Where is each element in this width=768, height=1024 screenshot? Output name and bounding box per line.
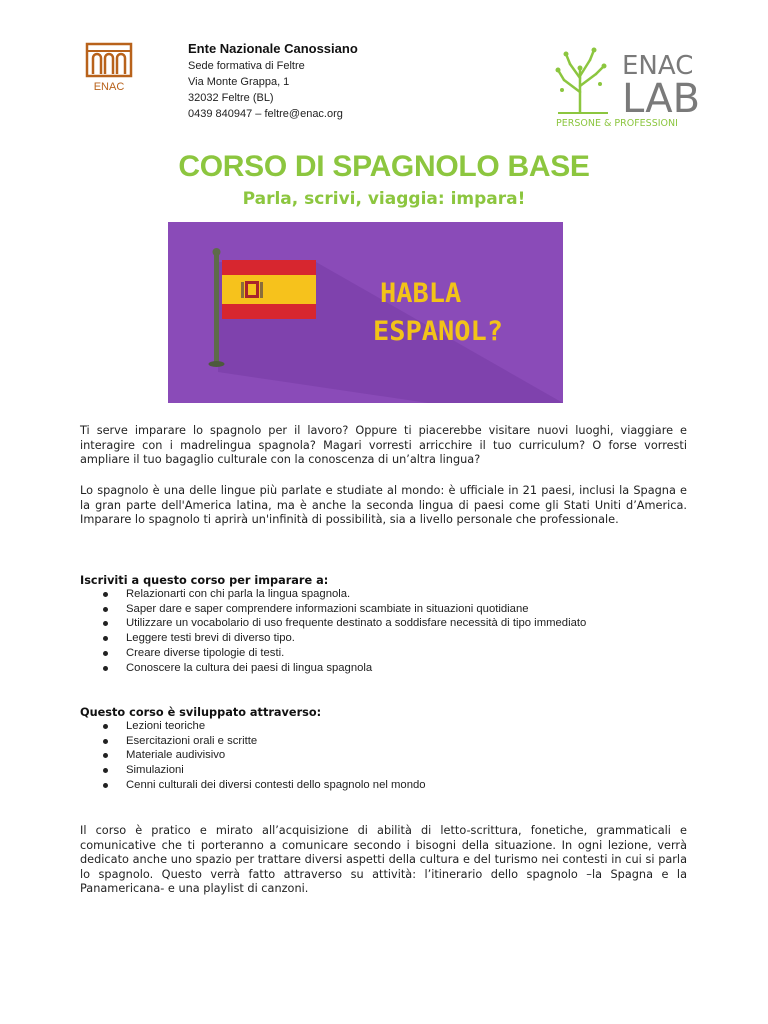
enac-logo [85, 42, 133, 94]
svg-text:ESPANOL?: ESPANOL? [373, 316, 504, 347]
list-item: Creare diverse tipologie di testi. [80, 646, 680, 661]
svg-text:LAB: LAB [622, 76, 701, 122]
list-item: Cenni culturali dei diversi contesti dello spagnolo nel mondo [80, 778, 680, 793]
list-item: Simulazioni [80, 763, 680, 778]
page-subtitle: Parla, scrivi, viaggia: impara! [242, 189, 526, 209]
spain-flag-icon [222, 260, 316, 319]
page-title: CORSO DI SPAGNOLO BASE [178, 150, 590, 183]
closing-paragraph: Il corso è pratico e mirato all’acquisizione di abilità di letto-scrittura, fonetiche, grammaticali e comunicative che ti porteranno a comunicare secondo i bisogni della situazione. In ogni lezione, verrà dedicato anche uno spazio per trattare diversi aspetti della cultura e del turismo nei contesti in cui si parla lo spagnolo. Questo verrà fatto attraverso su attività: l’itinerario dello spagnolo –la Spagna e la Panamericana- e una playlist di canzoni. [80, 824, 687, 896]
org-name: Ente Nazionale Canossiano [188, 41, 358, 56]
svg-text:HABLA: HABLA [380, 278, 462, 309]
enac-lab-logo [552, 40, 704, 130]
tree-icon [558, 50, 604, 112]
intro-paragraph: Ti serve imparare lo spagnolo per il lavoro? Oppure ti piacerebbe visitare nuovi luoghi, viaggiare e interagire con i madrelingua spagnola? Magari vorresti arricchire il tuo curriculum? O forse vorresti ampliare il tuo bagaglio culturale con la conoscenza di un’altra lingua? [80, 424, 687, 467]
list-item: Conoscere la cultura dei paesi di lingua spagnola [80, 661, 680, 676]
org-line-contact: 0439 840947 – feltre@enac.org [188, 108, 343, 120]
svg-text:PERSONE & PROFESSIONI: PERSONE & PROFESSIONI [556, 118, 678, 129]
org-line-address: Via Monte Grappa, 1 [188, 76, 290, 88]
list-item: Relazionarti con chi parla la lingua spagnola. [80, 587, 680, 602]
list-item: Lezioni teoriche [80, 719, 680, 734]
org-line-city: 32032 Feltre (BL) [188, 92, 274, 104]
organization-info [188, 40, 358, 122]
list-item: Saper dare e saper comprendere informazioni scambiate in situazioni quotidiane [80, 602, 680, 617]
enac-logo-text: ENAC [93, 81, 125, 93]
list-item: Esercitazioni orali e scritte [80, 734, 680, 749]
spanish-language-paragraph: Lo spagnolo è una delle lingue più parlate e studiate al mondo: è ufficiale in 21 paesi, inclusi la Spagna e la gran parte dell'America latina, ma è anche la seconda lingua di paesi come gli Stati Uniti d’America. Imparare lo spagnolo ti aprirà un'infinità di possibilità, sia a livello personale che professionale. [80, 484, 687, 527]
methods-heading: Questo corso è sviluppato attraverso: [80, 706, 322, 719]
habla-espanol-banner [168, 222, 563, 403]
list-item: Leggere testi brevi di diverso tipo. [80, 631, 680, 646]
list-item: Materiale audivisivo [80, 748, 680, 763]
learning-goals-heading: Iscriviti a questo corso per imparare a: [80, 574, 329, 587]
methods-list [80, 719, 680, 793]
org-line-office: Sede formativa di Feltre [188, 60, 305, 72]
svg-text:ENAC: ENAC [622, 51, 694, 81]
learning-goals-list [80, 587, 680, 675]
list-item: Utilizzare un vocabolario di uso frequente destinato a soddisfare necessità di tipo immediato [80, 616, 680, 631]
